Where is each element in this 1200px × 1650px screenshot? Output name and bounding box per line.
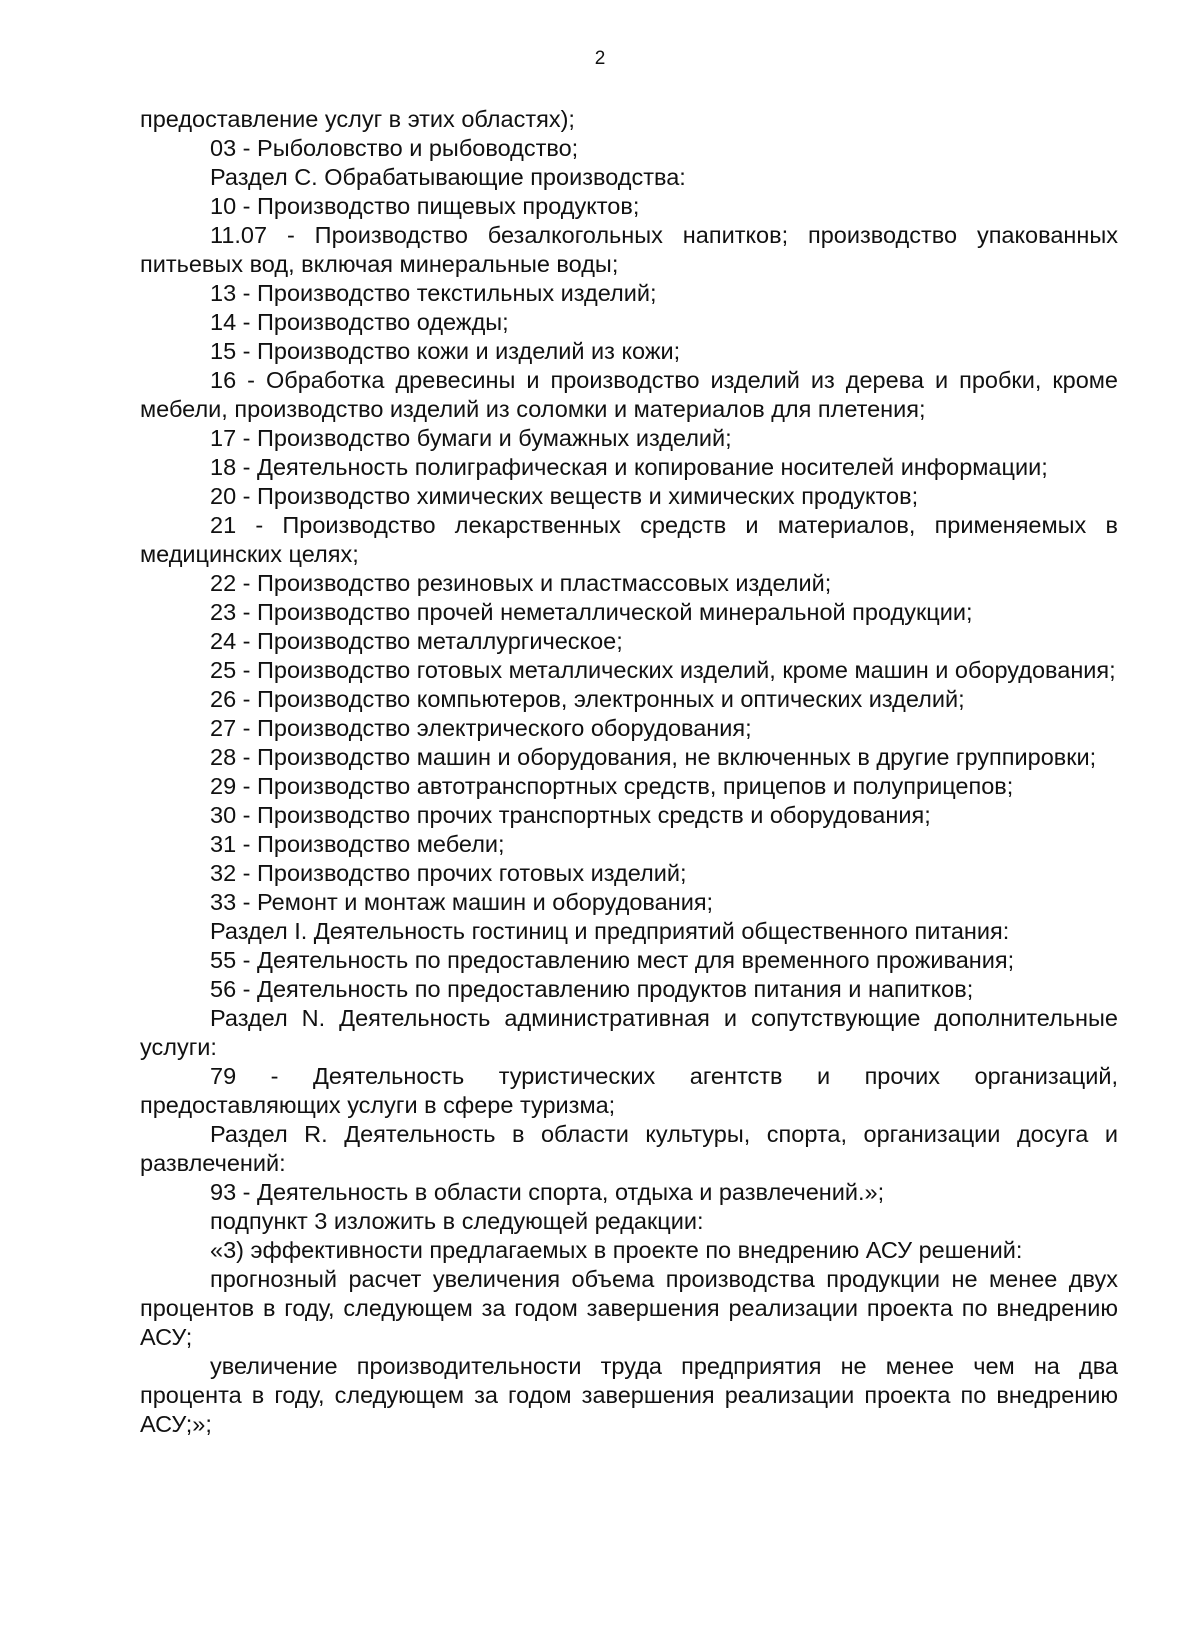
paragraph: 24 - Производство металлургическое; (210, 628, 623, 654)
paragraph: Раздел N. Деятельность административная и сопутствующие дополнительные услуги: (140, 1005, 1118, 1060)
paragraph: Раздел С. Обрабатывающие производства: (210, 164, 686, 190)
paragraph: 27 - Производство электрического оборудования; (210, 715, 752, 741)
paragraph: 93 - Деятельность в области спорта, отдыха и развлечений.»; (210, 1179, 885, 1205)
paragraph: «3) эффективности предлагаемых в проекте по внедрению АСУ решений: (210, 1237, 1023, 1263)
paragraph: 10 - Производство пищевых продуктов; (210, 193, 640, 219)
paragraph: Раздел I. Деятельность гостиниц и предприятий общественного питания: (210, 918, 1010, 944)
paragraph: 33 - Ремонт и монтаж машин и оборудования; (210, 889, 714, 915)
paragraph: 30 - Производство прочих транспортных средств и оборудования; (210, 802, 931, 828)
document-body (140, 105, 1118, 1439)
page-number: 2 (594, 48, 606, 69)
paragraph: 28 - Производство машин и оборудования, не включенных в другие группировки; (210, 744, 1097, 770)
paragraph: увеличение производительности труда предприятия не менее чем на два процента в году, следующем за годом завершения реализации проекта по внедрению АСУ;»; (140, 1353, 1118, 1437)
paragraph: 55 - Деятельность по предоставлению мест для временного проживания; (210, 947, 1015, 973)
paragraph: 16 - Обработка древесины и производство изделий из дерева и пробки, кроме мебели, производство изделий из соломки и материалов для плетения; (140, 367, 1118, 422)
paragraph: 56 - Деятельность по предоставлению продуктов питания и напитков; (210, 976, 974, 1002)
paragraph: 32 - Производство прочих готовых изделий; (210, 860, 687, 886)
paragraph: 13 - Производство текстильных изделий; (210, 280, 657, 306)
paragraph: 29 - Производство автотранспортных средств, прицепов и полуприцепов; (210, 773, 1014, 799)
paragraph: 31 - Производство мебели; (210, 831, 505, 857)
paragraph: 21 - Производство лекарственных средств и материалов, применяемых в медицинских целях; (140, 512, 1118, 567)
paragraph: подпункт 3 изложить в следующей редакции: (210, 1208, 704, 1234)
paragraph: 26 - Производство компьютеров, электронных и оптических изделий; (210, 686, 965, 712)
paragraph: 79 - Деятельность туристических агентств и прочих организаций, предоставляющих услуги в сфере туризма; (140, 1063, 1118, 1118)
paragraph: 23 - Производство прочей неметаллической минеральной продукции; (210, 599, 973, 625)
paragraph: 20 - Производство химических веществ и химических продуктов; (210, 483, 919, 509)
paragraph: 17 - Производство бумаги и бумажных изделий; (210, 425, 732, 451)
paragraph: 11.07 - Производство безалкогольных напитков; производство упакованных питьевых вод, включая минеральные воды; (140, 222, 1118, 277)
paragraph: 03 - Рыболовство и рыбоводство; (210, 135, 579, 161)
paragraph: 18 - Деятельность полиграфическая и копирование носителей информации; (210, 454, 1048, 480)
paragraph: 25 - Производство готовых металлических изделий, кроме машин и оборудования; (210, 657, 1116, 683)
paragraph: предоставление услуг в этих областях); (140, 106, 575, 132)
paragraph: Раздел R. Деятельность в области культуры, спорта, организации досуга и развлечений: (140, 1121, 1118, 1176)
paragraph: 22 - Производство резиновых и пластмассовых изделий; (210, 570, 832, 596)
paragraph: 15 - Производство кожи и изделий из кожи; (210, 338, 681, 364)
paragraph: прогнозный расчет увеличения объема производства продукции не менее двух процентов в году, следующем за годом завершения реализации проекта по внедрению АСУ; (140, 1266, 1118, 1350)
paragraph: 14 - Производство одежды; (210, 309, 509, 335)
